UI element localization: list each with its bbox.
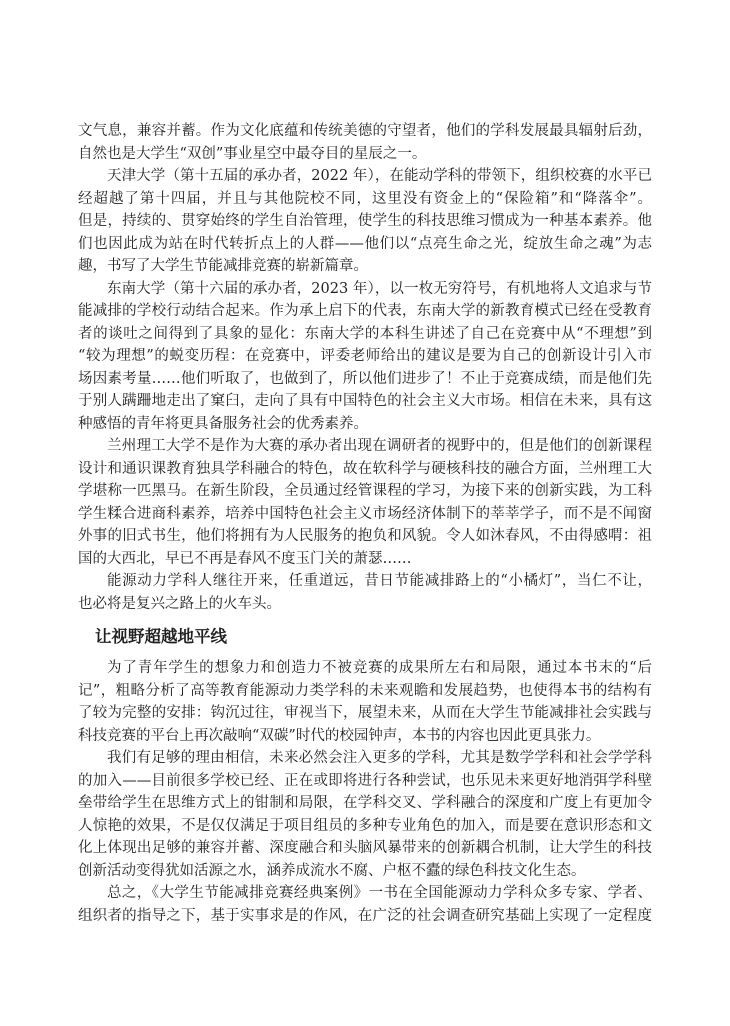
text-line: 了较为完整的安排：钩沉过往，审视当下，展望未来，从而在大学生节能减排社会实践与	[78, 705, 652, 721]
paragraph	[78, 657, 652, 747]
text-line: 但是，持续的、贯穿始终的学生自治管理，使学生的科技思维习惯成为一种基本素养。他	[78, 213, 652, 229]
text-line: 为了青年学生的想象力和创造力不被竞赛的成果所左右和局限，通过本书末的“后	[107, 660, 652, 676]
section-heading: 让视野超越地平线	[95, 627, 227, 646]
text-line: 记”，粗略分析了高等教育能源动力类学科的未来观瞻和发展趋势，也使得本书的结构有	[78, 682, 652, 699]
text-line: 能源动力学科人继往开来，任重道远，昔日节能减排路上的“小橘灯”，当仁不让，	[107, 573, 652, 589]
text-line: 能减排的学校行动结合起来。作为承上启下的代表，东南大学的新教育模式已经在受教育	[78, 303, 652, 319]
text-line: 兰州理工大学不是作为大赛的承办者出现在调研者的视野中的，但是他们的创新课程	[107, 438, 652, 454]
text-line: 天津大学（第十五届的承办者，2022 年），在能动学科的带领下，组织校赛的水平已	[107, 168, 652, 184]
text-line: 趣，书写了大学生节能减排竞赛的崭新篇章。	[78, 258, 368, 274]
paragraph	[78, 120, 652, 165]
text-line: 科技竞赛的平台上再次敲响“双碳”时代的校园钟声，本书的内容也因此更具张力。	[78, 727, 601, 744]
text-line: 自然也是大学生“双创”事业星空中最夺目的星辰之一。	[78, 145, 427, 162]
text-line: 我们有足够的理由相信，未来必然会注入更多的学科，尤其是数学学科和社会学学科	[107, 750, 652, 766]
text-line: 种感悟的青年将更具备服务社会的优秀素养。	[78, 415, 368, 432]
text-line: 也必将是复兴之路上的火车头。	[78, 595, 281, 612]
page-body	[78, 120, 652, 927]
text-line: 外事的旧式书生，他们将拥有为人民服务的抱负和风貌。令人如沐春风，不由得感喟：祖	[78, 528, 652, 544]
paragraph	[78, 570, 652, 615]
text-line: 文气息，兼容并蓄。作为文化底蕴和传统美德的守望者，他们的学科发展最具辐射后劲，	[78, 123, 652, 139]
text-line: 化上体现出足够的兼容并蓄、深度融合和头脑风暴带来的创新耦合机制，让大学生的科技	[78, 840, 652, 856]
text-line: 们也因此成为站在时代转折点上的人群——他们以“点亮生命之光，绽放生命之魂”为志	[78, 235, 652, 252]
text-line: 学堪称一匹黑马。在新生阶段，全员通过经管课程的学习，为接下来的创新实践，为工科	[78, 483, 652, 499]
text-line: 创新活动变得犹如活源之水，涵养成流水不腐、户枢不蠹的绿色科技文化生态。	[78, 862, 586, 879]
text-line: “较为理想”的蜕变历程：在竞赛中，评委老师给出的建议是要为自己的创新设计引入市	[78, 348, 652, 364]
text-line: 国的大西北，早已不再是春风不度玉门关的萧瑟……	[78, 550, 412, 567]
paragraph	[78, 435, 652, 570]
text-line: 人惊艳的效果，不是仅仅满足于项目组员的多种专业角色的加入，而是要在意识形态和文	[78, 817, 652, 834]
paragraph	[78, 278, 652, 436]
text-line: 场因素考量……他们听取了，也做到了，所以他们进步了！不止于竞赛成绩，而是他们先	[78, 370, 652, 387]
text-line: 经超越了第十四届，并且与其他院校不同，这里没有资金上的“保险箱”和“降落伞”。	[78, 190, 652, 207]
text-line: 的加入——目前很多学校已经、正在或即将进行各种尝试，也乐见未来更好地消弭学科壁	[78, 772, 652, 789]
paragraph	[78, 882, 652, 927]
paragraph	[78, 165, 652, 278]
text-line: 于别人蹒跚地走出了窠臼，走向了具有中国特色的社会主义大市场。相信在未来，具有这	[78, 393, 652, 409]
text-line: 组织者的指导之下，基于实事求是的作风，在广泛的社会调查研究基础上实现了一定程度	[78, 907, 652, 924]
text-line: 总之，《大学生节能减排竞赛经典案例》一书在全国能源动力学科众多专家、学者、	[107, 885, 652, 901]
text-line: 者的谈吐之间得到了具象的显化：东南大学的本科生讲述了自己在竞赛中从“不理想”到	[78, 325, 652, 342]
text-line: 垒带给学生在思维方式上的钳制和局限，在学科交叉、学科融合的深度和广度上有更加令	[78, 795, 652, 811]
text-line: 东南大学（第十六届的承办者，2023 年），以一枚无穷符号，有机地将人文追求与节	[107, 280, 652, 297]
paragraph	[78, 747, 652, 882]
text-line: 学生糅合进商科素养，培养中国特色社会主义市场经济体制下的莘莘学子，而不是不闻窗	[78, 505, 652, 522]
text-line: 设计和通识课教育独具学科融合的特色，故在软科学与硬核科技的融合方面，兰州理工大	[78, 460, 652, 477]
